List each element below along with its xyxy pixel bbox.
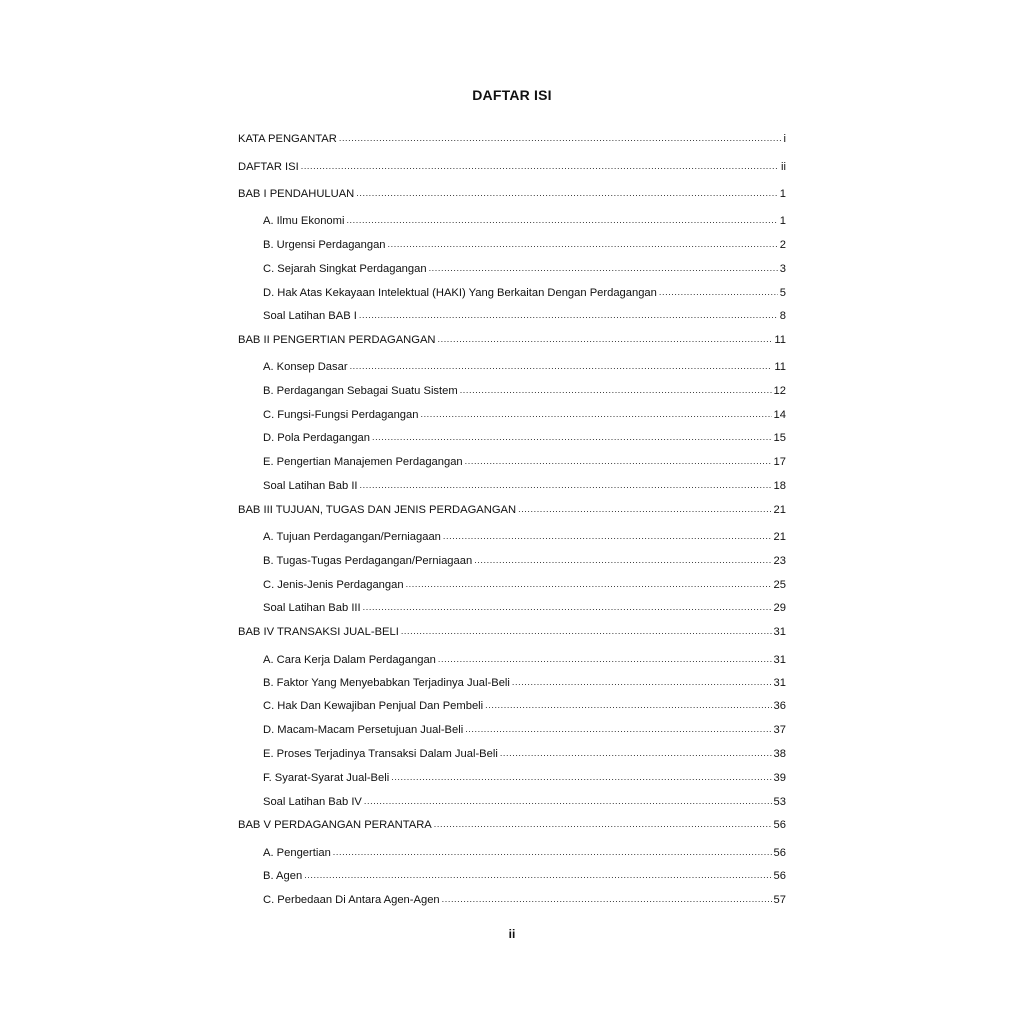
toc-section-entry [263, 676, 786, 690]
toc-entry-label: D. Macam-Macam Persetujuan Jual-Beli [263, 724, 464, 736]
toc-leader-dots [460, 383, 772, 397]
toc-entry-label: D. Pola Perdagangan [263, 432, 370, 444]
toc-leader-dots [350, 359, 773, 373]
toc-entry-page: 31 [773, 626, 786, 638]
toc-section-entry [263, 578, 786, 592]
toc-chapter-entry [238, 625, 786, 639]
toc-leader-dots [438, 652, 772, 666]
toc-leader-dots [438, 332, 773, 346]
toc-leader-dots [500, 746, 772, 760]
toc-entry-page: 15 [773, 432, 786, 444]
toc-leader-dots [301, 159, 779, 173]
toc-entry-label: A. Tujuan Perdagangan/Perniagaan [263, 531, 441, 543]
toc-section-entry [263, 601, 786, 615]
toc-entry-label: BAB V PERDAGANGAN PERANTARA [238, 819, 432, 831]
toc-entry-label: E. Proses Terjadinya Transaksi Dalam Jual-Beli [263, 748, 498, 760]
toc-entry-label: A. Cara Kerja Dalam Perdagangan [263, 654, 436, 666]
toc-entry-page: 23 [773, 555, 786, 567]
toc-entry-page: ii [781, 161, 786, 173]
toc-section-entry [263, 408, 786, 422]
toc-entry-page: 12 [773, 385, 786, 397]
toc-leader-dots [364, 794, 772, 808]
toc-entry-label: BAB IV TRANSAKSI JUAL-BELI [238, 626, 399, 638]
toc-entry-label: BAB III TUJUAN, TUGAS DAN JENIS PERDAGANGAN [238, 504, 517, 516]
toc-chapter-entry [238, 333, 786, 347]
toc-entry-page: 57 [773, 894, 786, 906]
toc-entry-label: B. Faktor Yang Menyebabkan Terjadinya Jual-Beli [263, 677, 510, 689]
toc-leader-dots [363, 600, 772, 614]
toc-leader-dots [356, 186, 778, 200]
toc-entry-label: C. Jenis-Jenis Perdagangan [263, 579, 404, 591]
toc-entry-page: 29 [773, 602, 786, 614]
toc-section-entry [263, 795, 786, 809]
toc-entry-page: 8 [779, 310, 786, 322]
toc-leader-dots [429, 261, 778, 275]
toc-entry-label: C. Hak Dan Kewajiban Penjual Dan Pembeli [263, 700, 484, 712]
toc-entry-label: A. Pengertian [263, 847, 331, 859]
toc-entry-label: E. Pengertian Manajemen Perdagangan [263, 456, 463, 468]
toc-entry-label: F. Syarat-Syarat Jual-Beli [263, 772, 390, 784]
toc-entry-page: 11 [774, 361, 786, 373]
toc-leader-dots [406, 577, 772, 591]
toc-section-entry [263, 309, 786, 323]
toc-entry-page: 31 [773, 654, 786, 666]
toc-section-entry [263, 214, 786, 228]
toc-entry-label: Soal Latihan Bab IV [263, 796, 362, 808]
toc-section-entry [263, 431, 786, 445]
toc-section-entry [263, 723, 786, 737]
toc-entry-page: i [783, 133, 786, 145]
toc-entry-page: 11 [774, 334, 786, 346]
toc-section-entry [263, 771, 786, 785]
toc-entry-page: 2 [779, 239, 786, 251]
toc-entry-page: 1 [779, 188, 786, 200]
toc-section-entry [263, 238, 786, 252]
toc-entry-page: 18 [773, 480, 786, 492]
toc-entry-label: B. Tugas-Tugas Perdagangan/Perniagaan [263, 555, 473, 567]
toc-entry-page: 17 [773, 456, 786, 468]
toc-leader-dots [474, 553, 771, 567]
toc-leader-dots [372, 430, 772, 444]
toc-leader-dots [359, 308, 778, 322]
toc-entry-page: 56 [773, 847, 786, 859]
toc-section-entry [263, 286, 786, 300]
toc-section-entry [263, 846, 786, 860]
toc-chapter-entry [238, 160, 786, 174]
toc-entry-page: 36 [773, 700, 786, 712]
toc-entry-page: 1 [779, 215, 786, 227]
toc-chapter-entry [238, 187, 786, 201]
toc-leader-dots [485, 698, 771, 712]
toc-leader-dots [518, 502, 771, 516]
toc-entry-page: 56 [773, 870, 786, 882]
toc-entry-page: 53 [773, 796, 786, 808]
toc-section-entry [263, 747, 786, 761]
toc-entry-label: BAB I PENDAHULUAN [238, 188, 355, 200]
toc-section-entry [263, 699, 786, 713]
toc-entry-label: KATA PENGANTAR [238, 133, 337, 145]
toc-leader-dots [333, 845, 772, 859]
toc-entry-page: 39 [773, 772, 786, 784]
toc-entry-label: C. Perbedaan Di Antara Agen-Agen [263, 894, 440, 906]
toc-section-entry [263, 455, 786, 469]
toc-entry-label: B. Perdagangan Sebagai Suatu Sistem [263, 385, 458, 397]
toc-entry-label: A. Konsep Dasar [263, 361, 348, 373]
toc-leader-dots [388, 237, 778, 251]
toc-leader-dots [442, 892, 772, 906]
toc-section-entry [263, 554, 786, 568]
toc-section-entry [263, 384, 786, 398]
toc-entry-page: 14 [773, 409, 786, 421]
toc-entry-page: 21 [773, 504, 786, 516]
toc-leader-dots [339, 131, 782, 145]
toc-entry-page: 56 [773, 819, 786, 831]
toc-entry-page: 31 [773, 677, 786, 689]
toc-section-entry [263, 893, 786, 907]
toc-entry-page: 37 [773, 724, 786, 736]
toc-chapter-entry [238, 132, 786, 146]
toc-leader-dots [391, 770, 771, 784]
toc-entry-label: C. Sejarah Singkat Perdagangan [263, 263, 427, 275]
toc-entry-page: 25 [773, 579, 786, 591]
page-title: DAFTAR ISI [472, 87, 552, 103]
toc-leader-dots [443, 529, 772, 543]
toc-leader-dots [346, 213, 777, 227]
toc-entry-label: DAFTAR ISI [238, 161, 299, 173]
toc-entry-page: 38 [773, 748, 786, 760]
toc-section-entry [263, 360, 786, 374]
toc-chapter-entry [238, 818, 786, 832]
toc-entry-label: D. Hak Atas Kekayaan Intelektual (HAKI) Yang Berkaitan Dengan Perdagangan [263, 287, 657, 299]
toc-entry-page: 21 [773, 531, 786, 543]
toc-leader-dots [465, 454, 772, 468]
toc-entry-label: A. Ilmu Ekonomi [263, 215, 345, 227]
toc-leader-dots [420, 407, 771, 421]
toc-leader-dots [465, 722, 771, 736]
toc-entry-label: BAB II PENGERTIAN PERDAGANGAN [238, 334, 436, 346]
toc-chapter-entry [238, 503, 786, 517]
toc-leader-dots [512, 675, 772, 689]
toc-entry-label: Soal Latihan BAB I [263, 310, 357, 322]
toc-section-entry [263, 653, 786, 667]
toc-entry-page: 3 [779, 263, 786, 275]
page-number: ii [508, 927, 516, 941]
toc-entry-label: B. Agen [263, 870, 303, 882]
toc-entry-label: Soal Latihan Bab III [263, 602, 361, 614]
toc-leader-dots [434, 817, 772, 831]
toc-entry-label: B. Urgensi Perdagangan [263, 239, 386, 251]
toc-leader-dots [401, 624, 772, 638]
toc-entry-label: C. Fungsi-Fungsi Perdagangan [263, 409, 419, 421]
toc-leader-dots [304, 868, 771, 882]
toc-section-entry [263, 262, 786, 276]
toc-section-entry [263, 530, 786, 544]
toc-leader-dots [360, 478, 772, 492]
toc-section-entry [263, 479, 786, 493]
toc-section-entry [263, 869, 786, 883]
toc-leader-dots [659, 285, 778, 299]
toc-entry-label: Soal Latihan Bab II [263, 480, 358, 492]
toc-entry-page: 5 [779, 287, 786, 299]
